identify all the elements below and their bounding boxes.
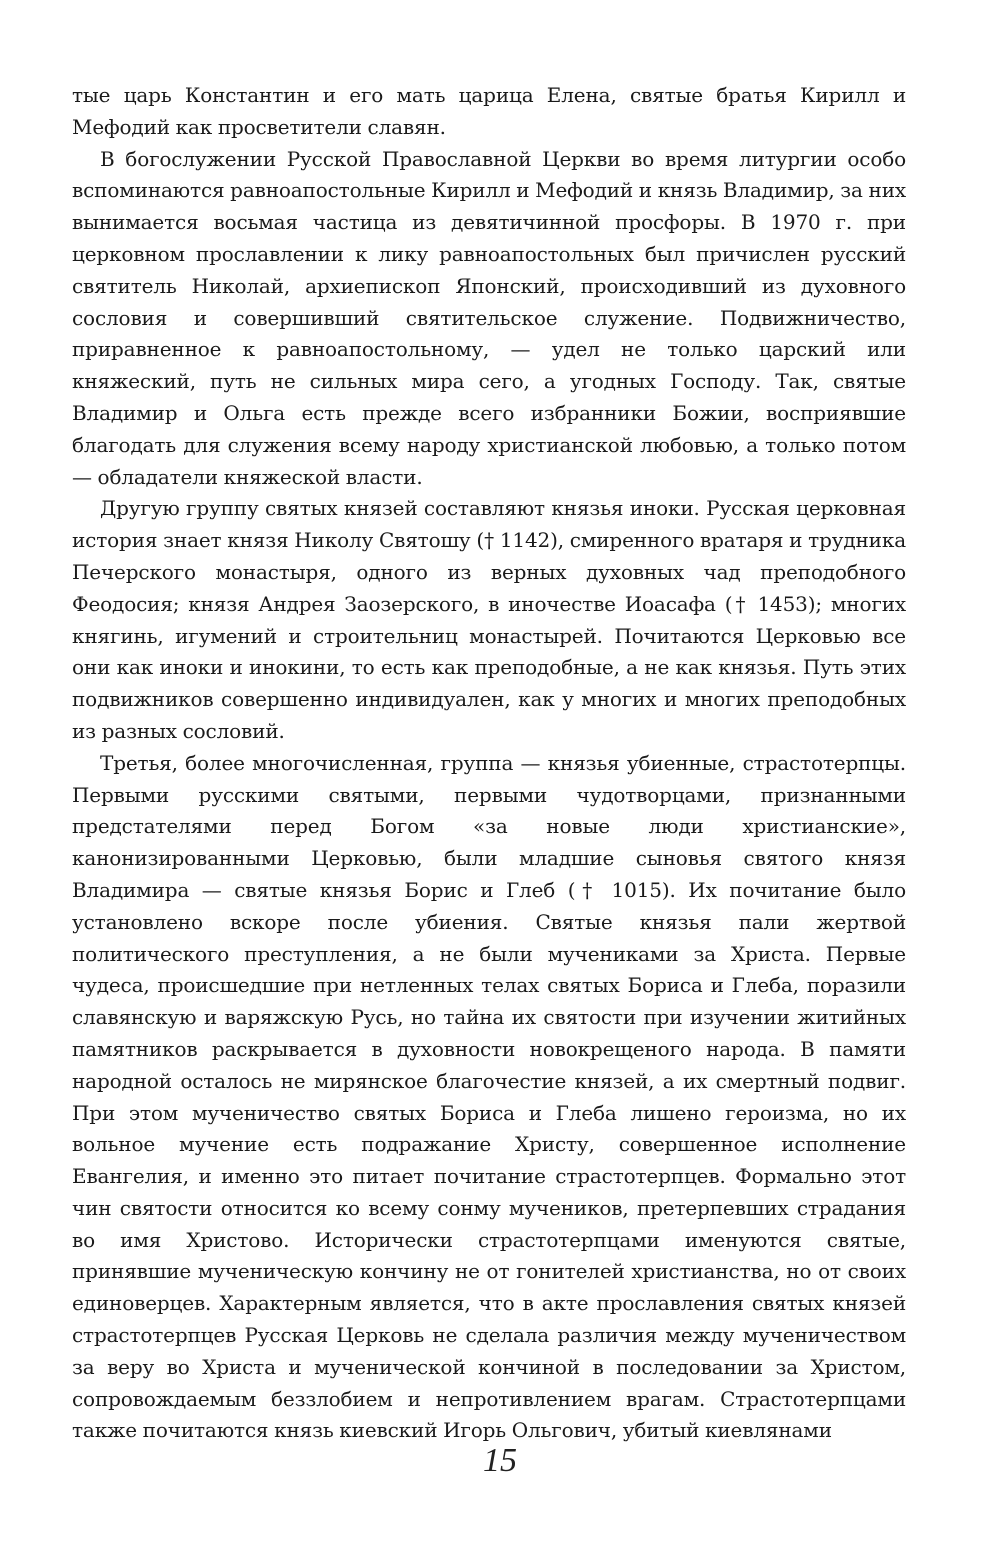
paragraph-continuation: тые царь Константин и его мать царица Елена, святые братья Кирилл и Мефодий как просветители славян. [72, 83, 906, 139]
paragraph-liturgy: В богослужении Русской Православной Церкви во время литургии особо вспоминаются равноапостольные Кирилл и Мефодий и князь Владимир, за них вынимается восьмая частица из девятичинной просфоры. В 1970 г. при церковном прославлении к лику равноапостольных был причислен русский святитель Николай, архиепископ Японский, происходивший из духовного сословия и совершивший святительское служение. Подвижничество, приравненное к равноапостольному, — удел не только царский или княжеский, путь не сильных мира сего, а угодных Господу. Так, святые Владимир и Ольга есть прежде всего избранники Божии, восприявшие благодать для служения всему народу христианской любовью, а только потом — обладатели княжеской власти. [72, 146, 907, 489]
paragraph-passion-bearers: Третья, более многочисленная, группа — князья убиенные, страстотерпцы. Первыми русскими святыми, первыми чудотворцами, признанными предстателями перед Богом «за новые люди христианские», канонизированными Церковью, были младшие сыновья святого князя Владимира — святые князья Борис и Глеб († 1015). Их почитание было установлено вскоре после убиения. Святые князья пали жертвой политического преступления, а не были мучениками за Христа. Первые чудеса, происшедшие при нетленных телах святых Бориса и Глеба, поразили славянскую и варяжскую Русь, но тайна их святости при изучении житийных памятников раскрывается в духовности новокрещеного народа. В памяти народной осталось не мирянское благочестие князей, а их смертный подвиг. При этом мученичество святых Бориса и Глеба лишено героизма, но их вольное мучение есть подражание Христу, совершенное исполнение Евангелия, и именно это питает почитание страстотерпцев. Формально этот чин святости относится ко всему сонму мучеников, претерпевших страдания во имя Христово. Исторически страстотерпцами именуются святые, принявшие мученическую кончину не от гонителей христианства, но от своих единоверцев. Характерным является, что в акте прославления святых князей страстотерпцев Русская Церковь не сделала различия между мученичеством за веру во Христа и мученической кончиной в последовании за Христом, сопровождаемым беззлобием и непротивлением врагам. Страстотерпцами также почитаются князь киевский Игорь Ольгович, убитый киевлянами [72, 750, 906, 1443]
page-number: 15 [483, 1442, 517, 1479]
paragraph-monk-princes: Другую группу святых князей составляют князья иноки. Русская церковная история знает князя Николу Святошу († 1142), смиренного вратаря и трудника Печерского монастыря, одного из верных духовных чад преподобного Феодосия; князя Андрея Заозерского, в иночестве Иоасафа († 1453); многих княгинь, игумений и строительниц монастырей. Почитаются Церковью все они как иноки и инокини, то есть как преподобные, а не как князья. Путь этих подвижников совершенно индивидуален, как у многих и многих преподобных из разных сословий. [72, 496, 906, 743]
body-text [72, 80, 906, 1447]
